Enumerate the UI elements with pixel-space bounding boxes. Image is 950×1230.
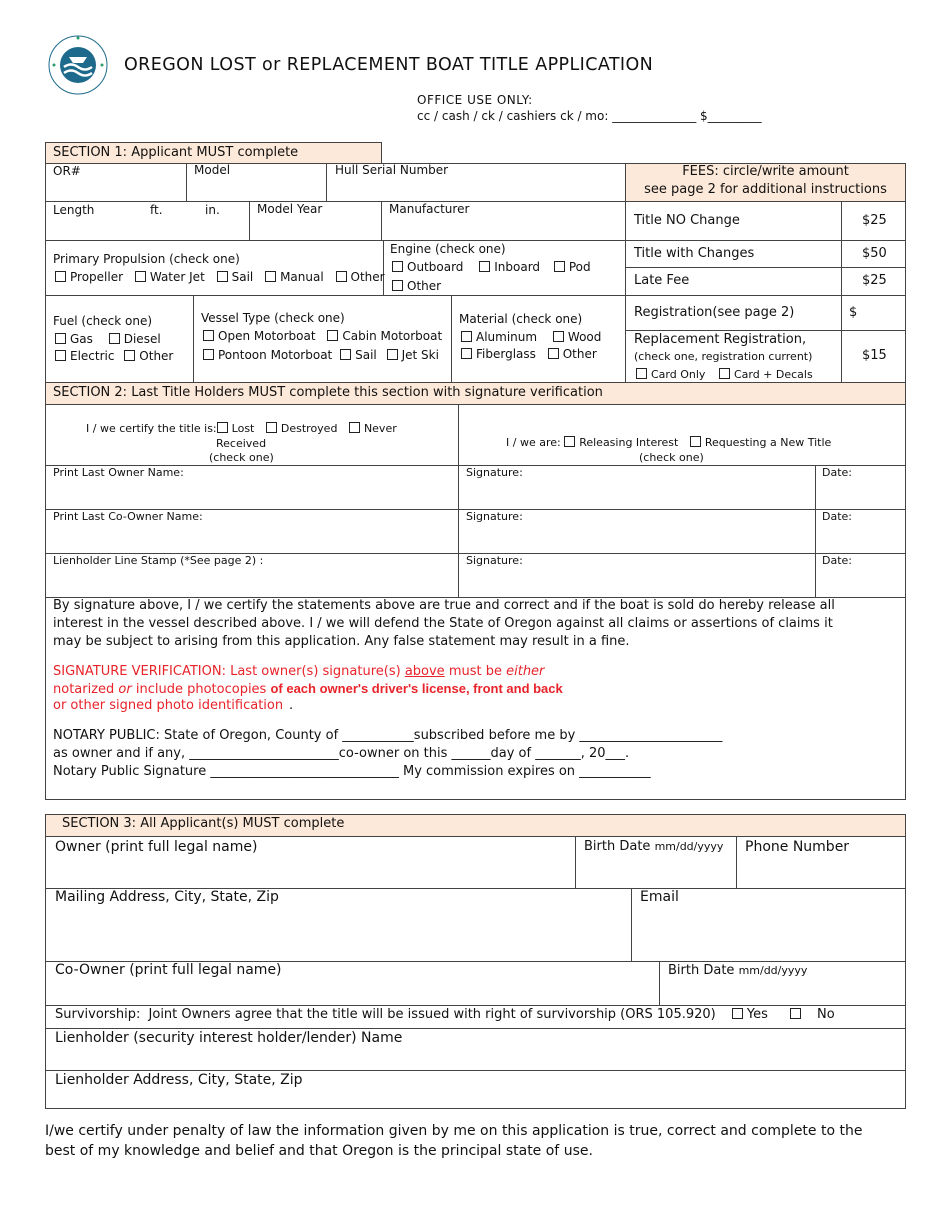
fee-title-with-changes-amount[interactable]: $50 — [862, 246, 887, 261]
statement-line3: may be subject to arising from this application. Any false statement may result in a fine. — [53, 634, 630, 649]
requesting-title-checkbox[interactable] — [690, 436, 701, 447]
material-label: Material (check one) — [459, 312, 583, 326]
marine-board-logo — [48, 35, 108, 95]
verification-line2: notarized or include photocopies of each owner's driver's license, front and back — [53, 681, 563, 697]
verification-line3: or other signed photo identification — [53, 698, 284, 713]
sail-checkbox[interactable] — [217, 271, 228, 282]
last-owner-date-field[interactable]: Date: — [822, 466, 852, 479]
lienholder-name-field[interactable]: Lienholder (security interest holder/lender) Name — [55, 1030, 403, 1046]
water-jet-checkbox[interactable] — [135, 271, 146, 282]
fee-replacement-amount[interactable]: $15 — [862, 348, 887, 363]
owner-name-field[interactable]: Owner (print full legal name) — [55, 839, 258, 855]
office-payment: cc / cash / ck / cashiers ck / mo: ______________ $_________ — [417, 109, 762, 123]
gas-checkbox[interactable] — [55, 333, 66, 344]
never-received-checkbox[interactable] — [349, 422, 360, 433]
manufacturer-field[interactable]: Manufacturer — [389, 202, 470, 216]
pontoon-motorboat-checkbox[interactable] — [203, 349, 214, 360]
fee-registration-amount[interactable]: $ — [849, 305, 858, 320]
certification-line1: I/we certify under penalty of law the information given by me on this application is true, correct and complete to the — [45, 1123, 863, 1139]
certify-check-one: (check one) — [209, 451, 274, 464]
fee-title-with-changes: Title with Changes — [634, 246, 755, 261]
last-owner-signature-field[interactable]: Signature: — [466, 466, 523, 479]
notary-line2[interactable]: as owner and if any, _______________________co-owner on this ______day of _______, 20___. — [53, 746, 630, 761]
fee-registration: Registration(see page 2) — [634, 305, 795, 320]
phone-number-field[interactable]: Phone Number — [745, 839, 850, 855]
email-field[interactable]: Email — [640, 889, 679, 905]
fee-late-amount[interactable]: $25 — [862, 273, 887, 288]
notary-line3[interactable]: Notary Public Signature _____________________________ My commission expires on ___________ — [53, 764, 651, 779]
card-decals-checkbox[interactable] — [719, 368, 730, 379]
owner-birth-date-field[interactable]: Birth Date mm/dd/yyyy — [584, 839, 724, 854]
last-coowner-signature-field[interactable]: Signature: — [466, 510, 523, 523]
aluminum-checkbox[interactable] — [461, 331, 472, 342]
electric-checkbox[interactable] — [55, 350, 66, 361]
material-other-checkbox[interactable] — [548, 348, 559, 359]
fees-header-line1: FEES: circle/write amount — [682, 164, 849, 179]
verification-line1: SIGNATURE VERIFICATION: Last owner(s) signature(s) above must be either — [53, 664, 545, 679]
engine-options: Outboard Inboard Pod — [392, 260, 591, 274]
cabin-motorboat-checkbox[interactable] — [327, 330, 338, 341]
engine-label: Engine (check one) — [390, 242, 506, 256]
diesel-checkbox[interactable] — [109, 333, 120, 344]
section1-title: SECTION 1: Applicant MUST complete — [53, 145, 299, 160]
inboard-checkbox[interactable] — [479, 261, 490, 272]
vessel-sail-checkbox[interactable] — [340, 349, 351, 360]
certify-received: Received — [216, 437, 267, 450]
statement-line2: interest in the vessel described above. I / we will defend the State of Oregon against all claims or assertions of claims it — [53, 616, 833, 631]
card-only-checkbox[interactable] — [636, 368, 647, 379]
propulsion-options: Propeller Water Jet Sail Manual Other — [55, 270, 385, 284]
vessel-type-label: Vessel Type (check one) — [201, 311, 345, 325]
fee-replacement-registration: Replacement Registration, — [634, 332, 807, 347]
last-coowner-date-field[interactable]: Date: — [822, 510, 852, 523]
survivorship-row: Survivorship: Joint Owners agree that the title will be issued with right of survivorship (ORS 105.920) Yes No — [55, 1007, 835, 1022]
section2-title: SECTION 2: Last Title Holders MUST complete this section with signature verification — [53, 385, 603, 400]
propeller-checkbox[interactable] — [55, 271, 66, 282]
model-year-field[interactable]: Model Year — [257, 202, 323, 216]
survivorship-no-checkbox[interactable] — [790, 1008, 801, 1019]
or-number-field[interactable]: OR# — [53, 164, 81, 178]
fee-title-no-change: Title NO Change — [634, 213, 740, 228]
fiberglass-checkbox[interactable] — [461, 348, 472, 359]
manual-checkbox[interactable] — [265, 271, 276, 282]
section3-title: SECTION 3: All Applicant(s) MUST complete — [62, 816, 345, 831]
pod-checkbox[interactable] — [554, 261, 565, 272]
lost-checkbox[interactable] — [217, 422, 228, 433]
length-field[interactable]: Length — [53, 203, 95, 217]
length-in-label: in. — [205, 203, 220, 217]
office-use-label: OFFICE USE ONLY: — [417, 93, 533, 107]
mailing-address-field[interactable]: Mailing Address, City, State, Zip — [55, 889, 279, 905]
lienholder-stamp-field[interactable]: Lienholder Line Stamp (*See page 2) : — [53, 554, 264, 567]
fee-late: Late Fee — [634, 273, 690, 288]
lienholder-date-field[interactable]: Date: — [822, 554, 852, 567]
length-ft-label: ft. — [150, 203, 163, 217]
last-coowner-name-field[interactable]: Print Last Co-Owner Name: — [53, 510, 203, 523]
we-are-check-one: (check one) — [639, 451, 704, 464]
outboard-checkbox[interactable] — [392, 261, 403, 272]
propulsion-other-checkbox[interactable] — [336, 271, 347, 282]
fuel-label: Fuel (check one) — [53, 314, 153, 328]
lienholder-address-field[interactable]: Lienholder Address, City, State, Zip — [55, 1072, 303, 1088]
releasing-interest-checkbox[interactable] — [564, 436, 575, 447]
coowner-birth-date-field[interactable]: Birth Date mm/dd/yyyy — [668, 963, 808, 978]
fees-header-line2: see page 2 for additional instructions — [644, 182, 887, 197]
survivorship-yes-checkbox[interactable] — [732, 1008, 743, 1019]
destroyed-checkbox[interactable] — [266, 422, 277, 433]
fuel-other-checkbox[interactable] — [124, 350, 135, 361]
fee-title-no-change-amount[interactable]: $25 — [862, 213, 887, 228]
model-field[interactable]: Model — [194, 163, 231, 177]
engine-other-checkbox[interactable] — [392, 280, 403, 291]
certify-prefix: I / we certify the title is: — [86, 422, 217, 435]
last-owner-name-field[interactable]: Print Last Owner Name: — [53, 466, 184, 479]
certification-line2: best of my knowledge and belief and that Oregon is the principal state of use. — [45, 1143, 593, 1159]
jet-ski-checkbox[interactable] — [387, 349, 398, 360]
lienholder-signature-field[interactable]: Signature: — [466, 554, 523, 567]
form-title: OREGON LOST or REPLACEMENT BOAT TITLE APPLICATION — [124, 55, 654, 75]
open-motorboat-checkbox[interactable] — [203, 330, 214, 341]
wood-checkbox[interactable] — [553, 331, 564, 342]
notary-line1[interactable]: NOTARY PUBLIC: State of Oregon, County of ___________subscribed before me by ______________________ — [53, 728, 723, 743]
coowner-name-field[interactable]: Co-Owner (print full legal name) — [55, 962, 282, 978]
fee-replacement-sub: (check one, registration current) — [634, 350, 813, 363]
propulsion-label: Primary Propulsion (check one) — [53, 252, 240, 266]
hull-serial-field[interactable]: Hull Serial Number — [335, 163, 449, 177]
we-are-prefix: I / we are: — [506, 436, 561, 449]
statement-line1: By signature above, I / we certify the statements above are true and correct and if the boat is sold do hereby release all — [53, 598, 835, 613]
